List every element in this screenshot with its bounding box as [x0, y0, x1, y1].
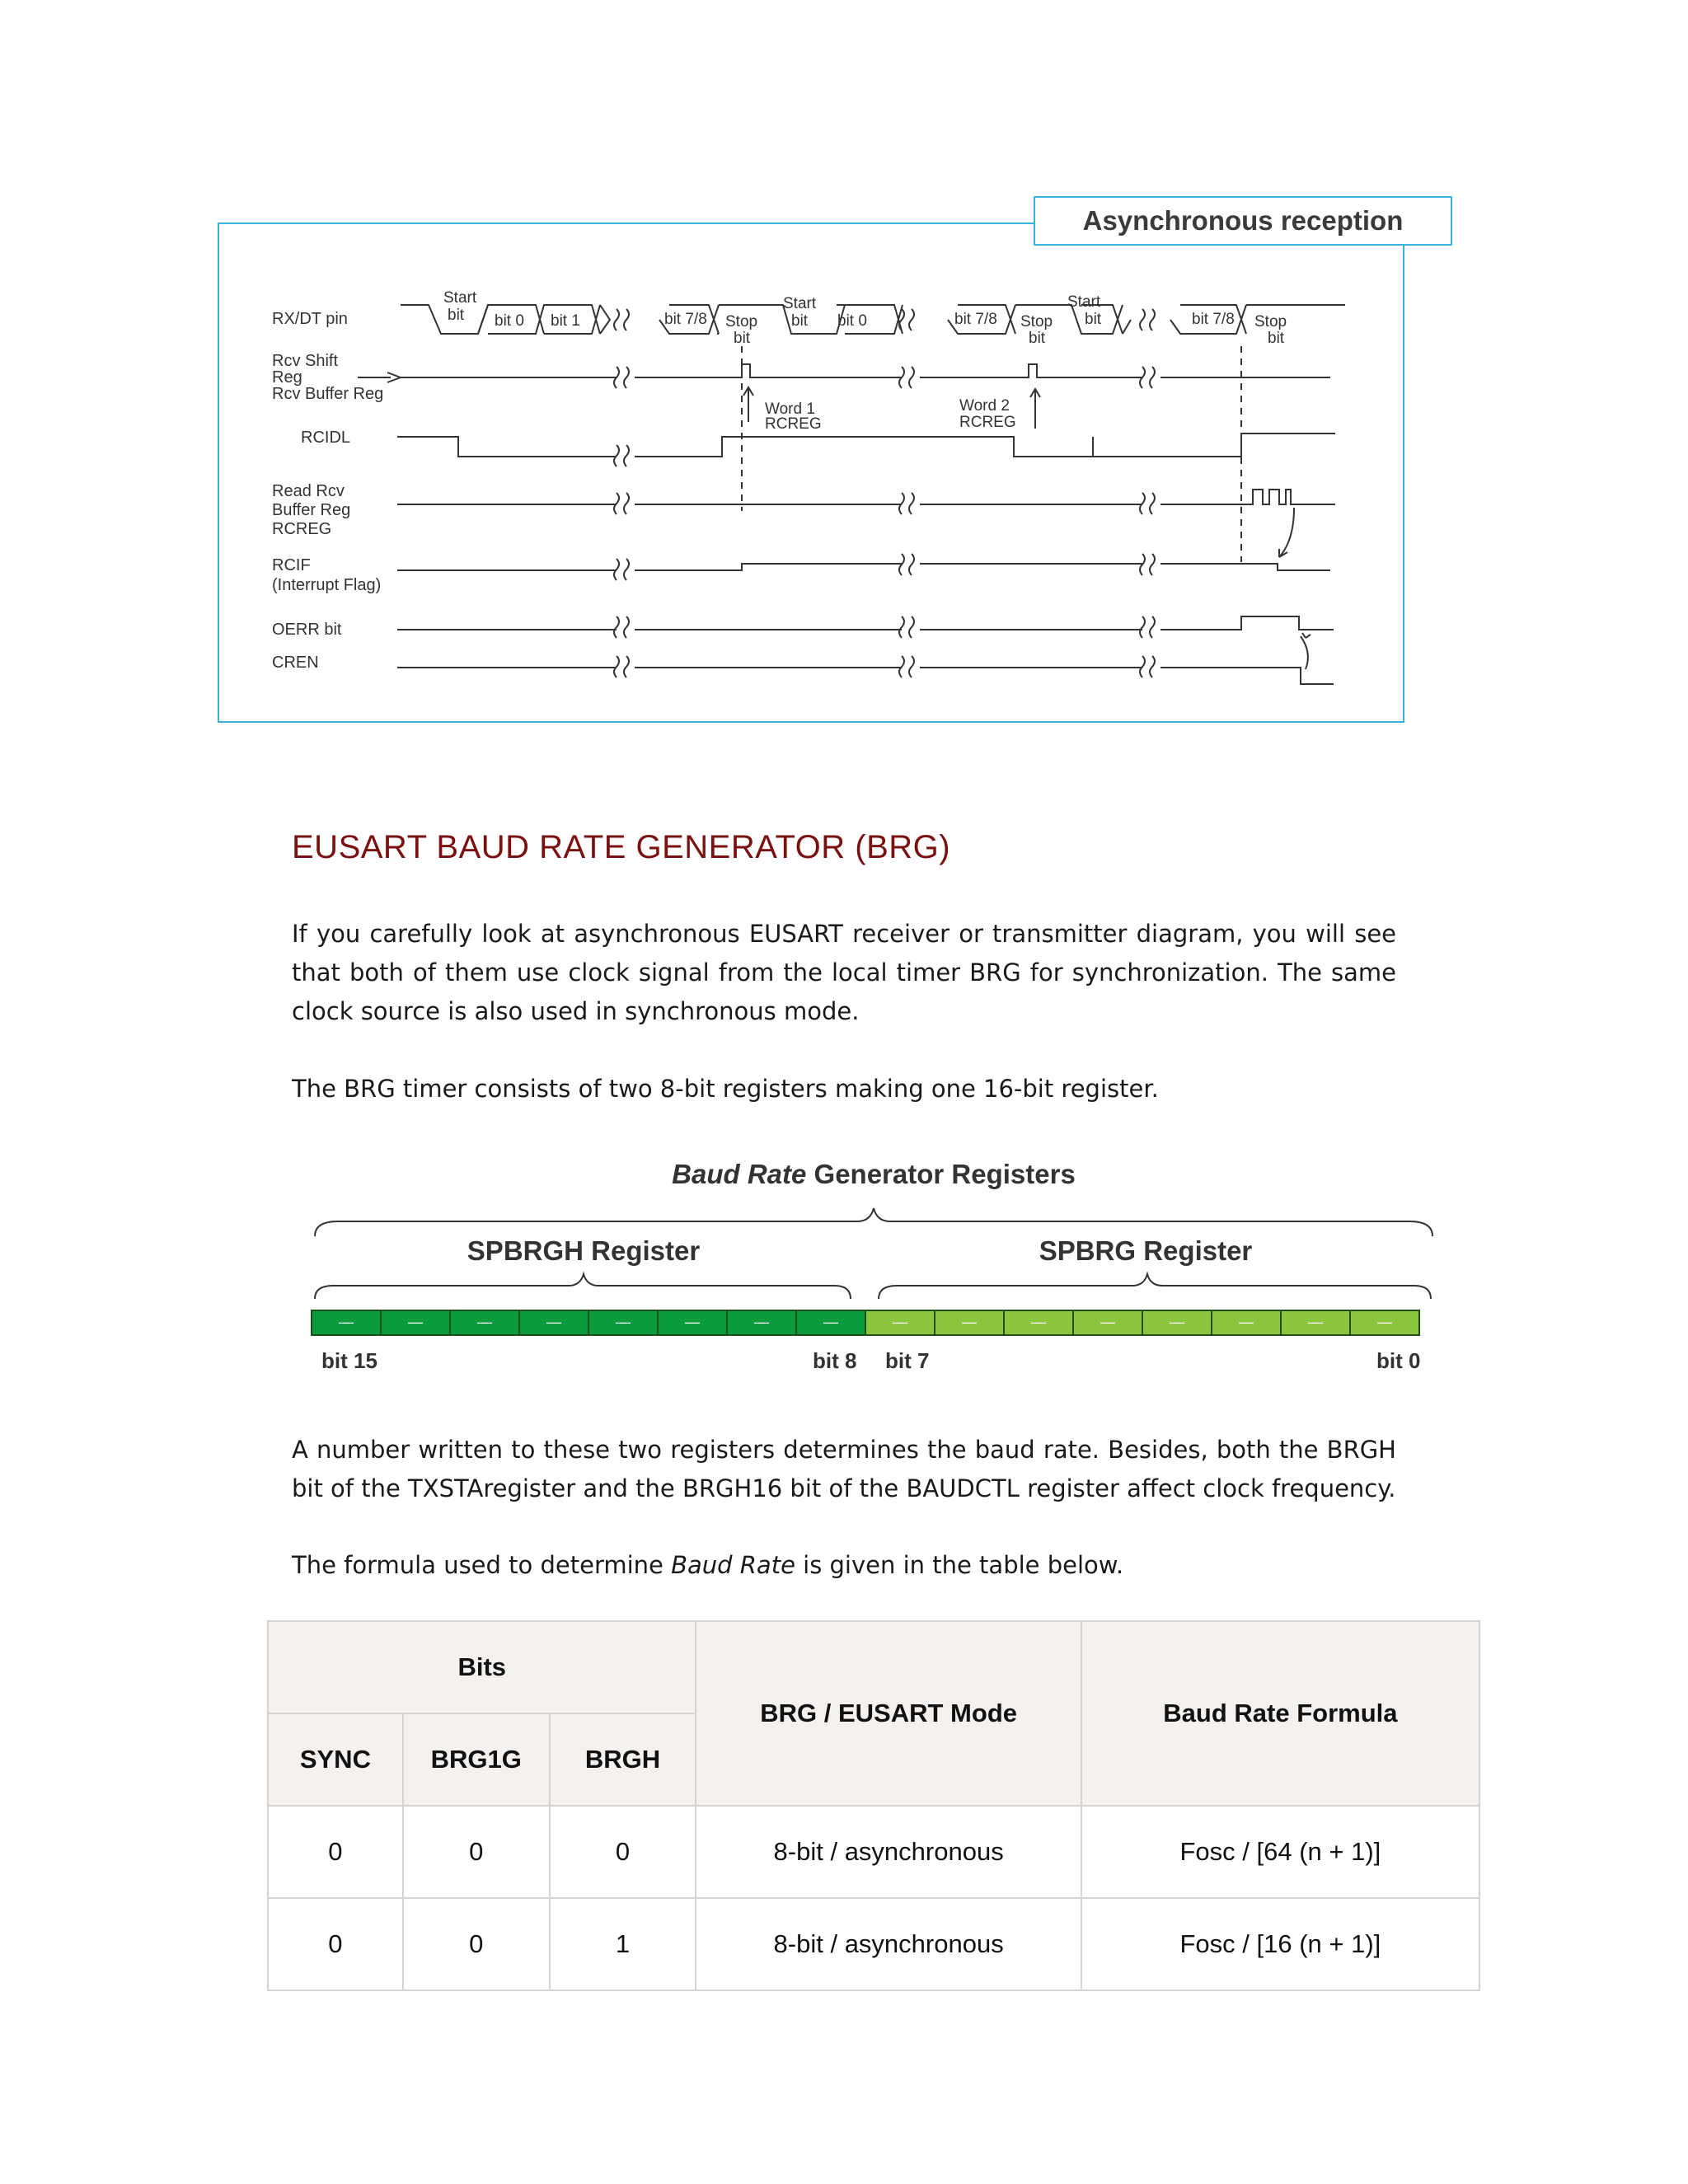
baud-rate-table	[267, 1620, 1480, 1991]
bit-78-b: bit 7/8	[954, 311, 997, 328]
cell-brg1g: 0	[403, 1806, 550, 1898]
register-bit-dash: —	[754, 1314, 769, 1330]
bit-0-a: bit 0	[495, 312, 524, 330]
cell-formula: Fosc / [16 (n + 1)]	[1081, 1898, 1479, 1990]
label-rcidl: RCIDL	[301, 429, 351, 447]
spbrg-brace	[879, 1274, 1431, 1299]
register-bit-dash: —	[1377, 1314, 1392, 1330]
register-bit-dash: —	[546, 1314, 561, 1330]
bit-stop-1b: bit	[734, 330, 751, 347]
paragraph-brg-registers: The BRG timer consists of two 8-bit registers making one 16-bit register.	[292, 1075, 1159, 1103]
bit-start-1b: bit	[448, 307, 465, 324]
formula-header: Baud Rate Formula	[1081, 1621, 1479, 1806]
register-figure-title	[672, 1159, 1076, 1189]
bit-start-3a: Start	[1067, 293, 1101, 311]
cell-sync: 0	[268, 1806, 403, 1898]
spbrgh-label: SPBRGH Register	[467, 1235, 701, 1266]
bit-78-c: bit 7/8	[1192, 311, 1235, 328]
label-read-rcv-1: Read Rcv	[272, 482, 345, 500]
cell-formula: Fosc / [64 (n + 1)]	[1081, 1806, 1479, 1898]
bit-start-1a: Start	[443, 289, 477, 307]
cell-mode: 8-bit / asynchronous	[696, 1898, 1081, 1990]
register-bit-dash: —	[1308, 1314, 1323, 1330]
bit-start-2b: bit	[791, 312, 809, 330]
cell-brgh: 1	[550, 1898, 696, 1990]
table-row	[268, 1898, 1479, 1990]
formula-intro-b: is given in the table below.	[795, 1551, 1124, 1579]
baud-rate-register-figure	[297, 1146, 1451, 1393]
formula-intro-em: Baud Rate	[671, 1551, 795, 1579]
section-heading: EUSART BAUD RATE GENERATOR (BRG)	[292, 829, 951, 865]
timing-diagram-frame	[218, 223, 1404, 723]
register-bit-dash: —	[616, 1314, 631, 1330]
brgh-header: BRGH	[550, 1713, 696, 1806]
cell-sync: 0	[268, 1898, 403, 1990]
table-header-row-1	[268, 1621, 1479, 1713]
register-bit-dash: —	[1031, 1314, 1046, 1330]
timing-diagram-title: Asynchronous reception	[1034, 196, 1452, 246]
cell-brgh: 0	[550, 1806, 696, 1898]
register-bit-dash: —	[823, 1314, 838, 1330]
bit7-label: bit 7	[885, 1348, 930, 1373]
bits-header: Bits	[268, 1621, 696, 1713]
bit-stop-3a: Stop	[1254, 313, 1287, 330]
label-rxdt: RX/DT pin	[272, 310, 348, 328]
bit-stop-2b: bit	[1029, 330, 1046, 347]
brg1g-header: BRG1G	[403, 1713, 550, 1806]
register-bit-dash: —	[1170, 1314, 1184, 1330]
register-bit-dash: —	[962, 1314, 977, 1330]
label-rcv-shift-1: Rcv Shift	[272, 352, 339, 370]
register-bit-dash: —	[685, 1314, 700, 1330]
bit8-label: bit 8	[813, 1348, 857, 1373]
label-rcif-1: RCIF	[272, 556, 311, 574]
bit-78-a: bit 7/8	[664, 311, 707, 328]
table-row	[268, 1806, 1479, 1898]
bit-stop-3b: bit	[1268, 330, 1285, 347]
formula-intro-a: The formula used to determine	[292, 1551, 672, 1579]
register-bit-dash: —	[1100, 1314, 1115, 1330]
label-read-rcv-3: RCREG	[272, 520, 332, 538]
word1-a: Word 1	[765, 401, 815, 418]
paragraph-brg-intro: If you carefully look at asynchronous EUSART receiver or transmitter diagram, you will see that both of them use clock signal from the local timer BRG for synchronization. The same clock source is also used in synchronous mode.	[292, 920, 1396, 1025]
label-oerr: OERR bit	[272, 621, 342, 639]
register-title-rest: Generator Registers	[806, 1159, 1076, 1189]
bit-stop-1a: Stop	[725, 313, 758, 330]
bit0-label: bit 0	[1376, 1348, 1421, 1373]
register-bit-dash: —	[408, 1314, 423, 1330]
register-bit-dash: —	[1239, 1314, 1254, 1330]
outer-brace	[315, 1208, 1432, 1236]
spbrgh-brace	[315, 1274, 851, 1299]
mode-header: BRG / EUSART Mode	[696, 1621, 1081, 1806]
label-cren: CREN	[272, 654, 319, 672]
label-rcv-shift-2: Reg	[272, 368, 302, 387]
cell-mode: 8-bit / asynchronous	[696, 1806, 1081, 1898]
sync-header: SYNC	[268, 1713, 403, 1806]
label-read-rcv-2: Buffer Reg	[272, 501, 351, 519]
bit15-label: bit 15	[321, 1348, 377, 1373]
bit-0-b: bit 0	[837, 312, 867, 330]
bit-1: bit 1	[551, 312, 580, 330]
word1-b: RCREG	[765, 415, 822, 433]
cell-brg1g: 0	[403, 1898, 550, 1990]
paragraph-formula-intro	[292, 1546, 1396, 1585]
word2-b: RCREG	[959, 414, 1016, 431]
label-rcv-buffer: Rcv Buffer Reg	[272, 385, 384, 403]
register-bit-dash: —	[893, 1314, 907, 1330]
spbrg-label: SPBRG Register	[1039, 1235, 1253, 1266]
register-bit-cells	[312, 1310, 1419, 1335]
bit-stop-2a: Stop	[1020, 313, 1053, 330]
bit-start-3b: bit	[1085, 311, 1102, 328]
register-bit-dash: —	[477, 1314, 492, 1330]
register-title-italic: Baud Rate	[672, 1159, 807, 1189]
bit-start-2a: Start	[783, 295, 817, 312]
word2-a: Word 2	[959, 397, 1010, 415]
paragraph-baud-rate-number: A number written to these two registers determines the baud rate. Besides, both the BRGH bit of the TXSTAregister and the BRGH16 bit of the BAUDCTL register affect clock frequency.	[292, 1436, 1396, 1502]
register-bit-dash: —	[339, 1314, 354, 1330]
label-rcif-2: (Interrupt Flag)	[272, 576, 382, 594]
